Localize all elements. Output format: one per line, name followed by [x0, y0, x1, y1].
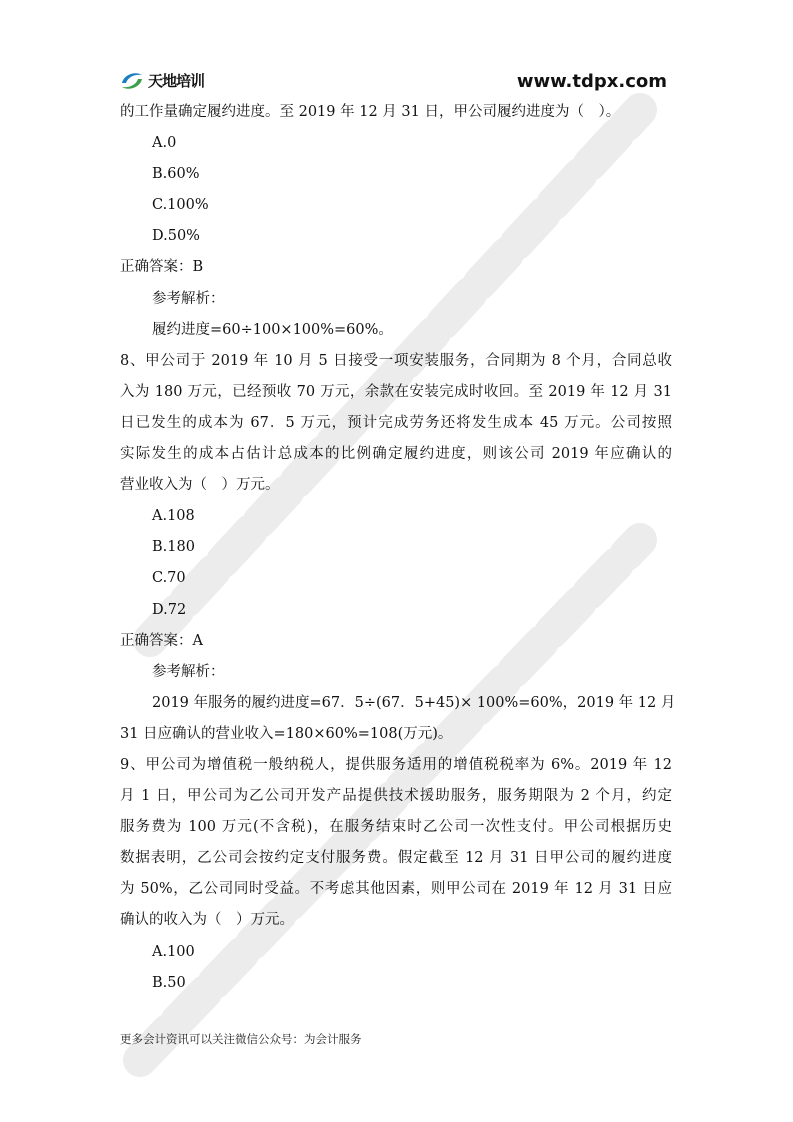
question-text: 确认的收入为（ ）万元。: [120, 912, 294, 929]
analysis-label: 参考解析：: [152, 290, 225, 307]
option: C.70: [152, 570, 186, 587]
option: B.50: [152, 974, 186, 991]
option: B.60%: [152, 166, 200, 183]
logo-text: 天地培训: [148, 72, 205, 90]
option: A.0: [152, 135, 177, 152]
correct-answer: 正确答案：B: [120, 259, 204, 276]
analysis-text: 履约进度=60÷100×100%=60%。: [152, 321, 393, 338]
analysis-label: 参考解析：: [152, 663, 225, 680]
option: B.180: [152, 539, 195, 556]
question-text: 数据表明，乙公司会按约定支付服务费。假定截至 12 月 31 日甲公司的履约进度: [120, 850, 672, 867]
question-text: 9、甲公司为增值税一般纳税人，提供服务适用的增值税税率为 6%。2019 年 12: [120, 756, 672, 773]
header-url: www.tdpx.com: [516, 71, 667, 92]
question-text: 8、甲公司于 2019 年 10 月 5 日接受一项安装服务，合同期为 8 个月，合同总收: [120, 352, 672, 369]
question-text: 入为 180 万元，已经预收 70 万元，余款在安装完成时收回。至 2019 年 12 月 31: [120, 383, 672, 400]
header-logo: [120, 70, 204, 91]
option: A.100: [152, 943, 195, 960]
analysis-text: 2019 年服务的履约进度=67．5÷(67．5+45)× 100%=60%，2019 年 12 月: [152, 694, 676, 711]
option: A.108: [152, 508, 195, 525]
option: C.100%: [152, 197, 209, 214]
analysis-text: 31 日应确认的营业收入=180×60%=108(万元)。: [120, 725, 453, 742]
document-body: [120, 97, 676, 999]
question-text: 月 1 日，甲公司为乙公司开发产品提供技术援助服务，服务期限为 2 个月，约定: [120, 788, 672, 805]
question-text: 服务费为 100 万元(不含税)，在服务结束时乙公司一次性支付。甲公司根据历史: [120, 819, 672, 836]
question-text: 营业收入为（ ）万元。: [120, 477, 280, 494]
question-text: 日已发生的成本为 67．5 万元，预计完成劳务还将发生成本 45 万元。公司按照: [120, 414, 672, 431]
option: D.50%: [152, 228, 200, 245]
logo-swoosh-icon: [120, 71, 144, 91]
question-text: 的工作量确定履约进度。至 2019 年 12 月 31 日，甲公司履约进度为（ ）。: [120, 104, 621, 120]
footer-note: 更多会计资讯可以关注微信公众号：为会计服务: [120, 1032, 362, 1046]
question-text: 为 50%，乙公司同时受益。不考虑其他因素，则甲公司在 2019 年 12 月 31 日应: [120, 881, 672, 898]
option: D.72: [152, 601, 187, 618]
question-text: 实际发生的成本占估计总成本的比例确定履约进度，则该公司 2019 年应确认的: [120, 446, 672, 463]
correct-answer: 正确答案：A: [120, 632, 203, 649]
